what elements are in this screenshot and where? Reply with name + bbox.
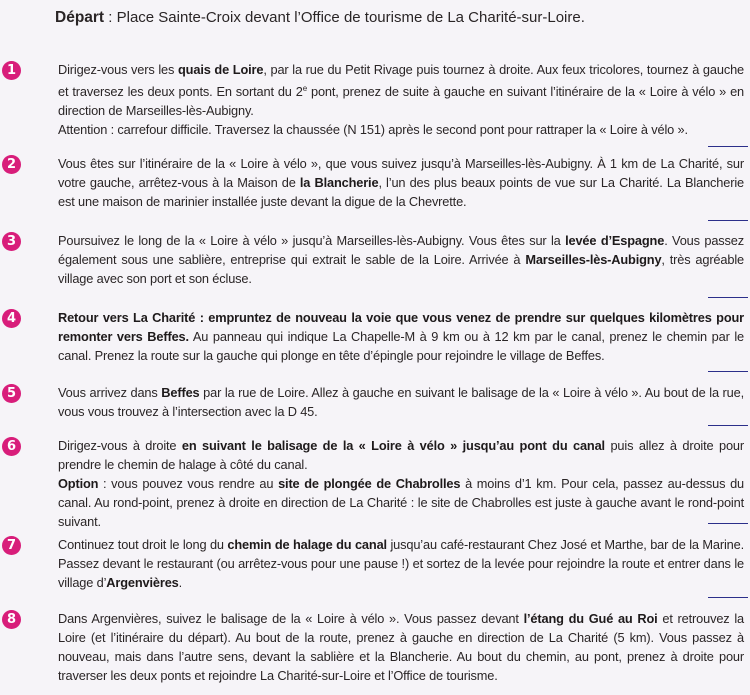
step-text-segment: et retrouvez la Loire (et l’itinéraire du départ). Au bout de la route, prenez à gauche en direction de La Charité (5 km). Vous passez à nouveau, mais dans l’autre sens, devant la sablière et la Blancherie. Au bout du chemin, au pont, prenez à droite pour traverser les deux ponts et rejoindre La Charité-sur-Loire et l’Office de tourisme. [58, 611, 745, 683]
step-text-bold: Marseilles-lès-Aubigny [525, 252, 662, 267]
step-text-bold: Option [58, 476, 99, 491]
step-text [58, 609, 744, 685]
step-text-segment: pont, prenez de suite à gauche en suivant l’itinéraire de la « Loire à vélo » en direction de Marseilles-lès-Aubigny. [58, 84, 745, 118]
step-text [58, 535, 744, 592]
step-text-segment: à moins d’1 km. Pour cela, passez au-dessus du canal. Au rond-point, prenez à droite en direction de La Charité : le site de Chabrolles est juste à gauche avant le rond-point suivant. [58, 476, 745, 529]
divider-rule [708, 597, 748, 598]
step-text [58, 60, 744, 139]
step-text-bold: l’étang du Gué au Roi [523, 611, 658, 626]
step-text-bold: Argenvières [106, 575, 179, 590]
step-text-segment: Dirigez-vous vers les [58, 62, 179, 77]
step-text-segment: e [302, 84, 308, 93]
step-text-segment: Dirigez-vous à droite [58, 438, 182, 453]
step-text-segment: . [178, 575, 183, 590]
step-text-segment: Vous êtes sur l’itinéraire de la « Loire à vélo », que vous suivez jusqu’à Marseilles-lès-Aubigny. À 1 km de La Charité, sur votre gauche, arrêtez-vous à la Maison de [58, 156, 744, 190]
step-number-badge: 8 [2, 610, 21, 629]
step-text-bold: Beffes [161, 385, 200, 400]
step-text-segment: Continuez tout droit le long du [58, 537, 228, 552]
step-text [58, 436, 744, 531]
start-heading [55, 8, 740, 28]
step-number-badge: 7 [2, 536, 21, 555]
step-text-bold: la Blancherie [299, 175, 379, 190]
step-text-bold: site de plongée de Chabrolles [278, 476, 461, 491]
step-text [58, 154, 744, 211]
step-number-badge: 2 [2, 155, 21, 174]
step-text-segment: Au panneau qui indique La Chapelle-M à 9 km ou à 12 km par le canal, prenez le chemin par le canal. Prenez la route sur la gauche qui plonge en tête d’épingle pour rejoindre le village de Beffes. [58, 329, 744, 363]
step-text-segment: . Vous passez également sous une sablière, entreprise qui extrait le sable de la Loire. Arrivée à [58, 233, 744, 267]
step-number-badge: 4 [2, 309, 21, 328]
step-text-segment: Dans Argenvières, suivez le balisage de la « Loire à vélo ». Vous passez devant [58, 611, 524, 626]
step-text-segment: : vous pouvez vous rendre au [98, 476, 279, 491]
step-text-segment: Vous arrivez dans [58, 385, 162, 400]
step-text [58, 308, 744, 365]
step-text-bold: levée d’Espagne [565, 233, 665, 248]
step-number-badge: 1 [2, 61, 21, 80]
step-text [58, 383, 744, 421]
step-text-bold: quais de Loire [178, 62, 264, 77]
step-text-segment: jusqu’au café-restaurant Chez José et Marthe, bar de la Marine. Passez devant le restaurant (ou arrêtez-vous pour une pause !) et sortez de la levée pour rejoindre la route et entrer dans le village d’ [58, 537, 745, 590]
divider-rule [708, 146, 748, 147]
step-number-badge: 5 [2, 384, 21, 403]
step-text-segment: Attention : carrefour difficile. Traversez la chaussée (N 151) après le second pont pour rattraper la « Loire à vélo ». [58, 122, 688, 137]
divider-rule [708, 425, 748, 426]
step-number-badge: 3 [2, 232, 21, 251]
step-text-segment: puis allez à droite pour prendre le chemin de halage à côté du canal. [58, 438, 745, 472]
step-number-badge: 6 [2, 437, 21, 456]
step-text-bold: chemin de halage du canal [227, 537, 387, 552]
divider-rule [708, 220, 748, 221]
divider-rule [708, 371, 748, 372]
start-text: : Place Sainte-Croix devant l’Office de tourisme de La Charité-sur-Loire. [104, 9, 585, 26]
divider-rule [708, 523, 748, 524]
step-text [58, 231, 744, 288]
step-text-segment: Poursuivez le long de la « Loire à vélo » jusqu’à Marseilles-lès-Aubigny. Vous êtes sur la [58, 233, 566, 248]
step-text-segment: , l’un des plus beaux points de vue sur La Charité. La Blancherie est une maison de marinier installée juste devant la digue de la Chevrette. [58, 175, 745, 209]
step-text-bold: Retour vers La Charité : empruntez de nouveau la voie que vous venez de prendre sur quelques kilomètres pour remonter vers Beffes. [58, 310, 744, 344]
step-text-segment: , par la rue du Petit Rivage puis tournez à droite. Aux feux tricolores, tournez à gauche et traversez les deux ponts. En sortant du 2 [58, 62, 744, 99]
divider-rule [708, 297, 748, 298]
step-text-segment: par la rue de Loire. Allez à gauche en suivant le balisage de la « Loire à vélo ». Au bout de la rue, vous vous trouvez à l’intersection avec la D 45. [58, 385, 744, 419]
step-text-bold: en suivant le balisage de la « Loire à vélo » jusqu’au pont du canal [181, 438, 605, 453]
step-text-segment: , très agréable village avec son port et son écluse. [58, 252, 744, 286]
start-label: Départ [55, 9, 105, 26]
